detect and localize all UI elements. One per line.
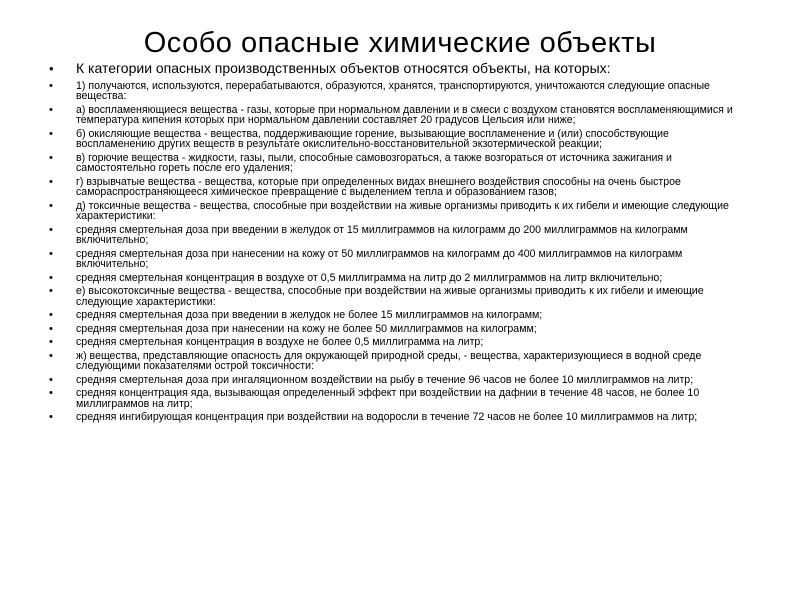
bullet-dot-icon: • (49, 322, 53, 335)
bullet-text: средняя ингибирующая концентрация при воздействии на водоросли в течение 72 часов не более 10 миллиграммов на литр; (76, 411, 698, 423)
bullet-dot-icon: • (49, 223, 53, 236)
bullet-item (48, 225, 748, 246)
bullet-dot-icon: • (49, 271, 53, 284)
bullet-dot-icon: • (49, 387, 53, 399)
bullet-text: средняя смертельная доза при ингаляционном воздействии на рыбу в течение 96 часов не более 10 миллиграммов на литр; (76, 373, 694, 386)
slide-content (48, 62, 748, 426)
bullet-dot-icon: • (49, 309, 53, 321)
bullet-item (48, 153, 748, 174)
bullet-dot-icon: • (49, 175, 53, 188)
bullet-dot-icon: • (49, 336, 53, 348)
bullet-dot-icon: • (49, 151, 53, 164)
bullet-text: средняя смертельная доза при нанесении на кожу не более 50 миллиграммов на килограмм; (76, 322, 537, 335)
bullet-item (48, 310, 748, 321)
bullet-item (48, 81, 748, 102)
bullet-text: средняя концентрация яда, вызывающая определенный эффект при воздействии на дафнии в течение 48 часов, не более 10 миллиграммов на литр; (76, 387, 700, 410)
bullet-item (48, 337, 748, 348)
bullet-text: в) горючие вещества - жидкости, газы, пыли, способные самовозгораться, а также возгораться от источника зажигания и самостоятельно гореть после его удаления; (76, 151, 672, 174)
bullet-text: 1) получаются, используются, перерабатываются, образуются, хранятся, транспортируются, уничтожаются следующие опасные вещества: (76, 79, 710, 102)
bullet-text: д) токсичные вещества - вещества, способные при воздействии на живые организмы приводить к их гибели и имеющие следующие характеристики: (76, 199, 729, 222)
bullet-dot-icon: • (49, 247, 53, 260)
bullet-text: ж) вещества, представляющие опасность для окружающей природной среды, - вещества, характеризующиеся в водной среде следующими показателями острой токсичности: (76, 349, 702, 372)
bullet-text: средняя смертельная доза при введении в желудок не более 15 миллиграммов на килограмм; (76, 309, 543, 321)
bullet-item (48, 324, 748, 335)
bullet-text: К категории опасных производственных объектов относятся объекты, на которых: (76, 60, 611, 76)
bullet-dot-icon: • (49, 103, 53, 116)
bullet-dot-icon: • (49, 199, 53, 212)
bullet-item (48, 201, 748, 222)
bullet-text: е) высокотоксичные вещества - вещества, способные при воздействии на живые организмы приводить к их гибели и имеющие следующие характеристики: (76, 285, 704, 308)
bullet-text: г) взрывчатые вещества - вещества, которые при определенных видах внешнего воздействия способны на очень быстрое самораспространяющееся химическое превращение с выделением тепла и образованием газов; (76, 175, 681, 198)
bullet-dot-icon: • (49, 349, 53, 362)
bullet-item (48, 412, 748, 423)
bullet-item (48, 62, 748, 76)
bullet-list (48, 62, 748, 423)
bullet-item (48, 375, 748, 386)
bullet-item (48, 105, 748, 126)
bullet-text: средняя смертельная концентрация в воздухе не более 0,5 миллиграмма на литр; (76, 336, 484, 348)
bullet-item (48, 286, 748, 307)
bullet-text: средняя смертельная доза при нанесении на кожу от 50 миллиграммов на килограмм до 400 миллиграммов на килограмм включительно; (76, 247, 683, 270)
bullet-item (48, 351, 748, 372)
slide-title: Особо опасные химические объекты (143, 27, 657, 59)
bullet-dot-icon: • (49, 79, 53, 92)
bullet-item (48, 177, 748, 198)
bullet-dot-icon: • (49, 61, 54, 76)
bullet-text: а) воспламеняющиеся вещества - газы, которые при нормальном давлении и в смеси с воздухом становятся воспламеняющимися и температура кипения которых при нормальном давлении составляет 20 градусов Цельсия или ниже; (76, 103, 733, 126)
bullet-item (48, 388, 748, 409)
bullet-text: б) окисляющие вещества - вещества, поддерживающие горение, вызывающие воспламенение и (или) способствующие воспламенению других веществ в результате окислительно-восстановительной экзотермической реакции; (76, 127, 669, 150)
bullet-dot-icon: • (49, 411, 53, 423)
bullet-dot-icon: • (49, 373, 53, 386)
bullet-dot-icon: • (49, 127, 53, 140)
bullet-dot-icon: • (49, 285, 53, 297)
bullet-item (48, 273, 748, 284)
bullet-text: средняя смертельная доза при введении в желудок от 15 миллиграммов на килограмм до 200 миллиграммов на килограмм включительно; (76, 223, 688, 246)
bullet-text: средняя смертельная концентрация в воздухе от 0,5 миллиграмма на литр до 2 миллиграммов на литр включительно; (76, 271, 663, 284)
bullet-item (48, 129, 748, 150)
bullet-item (48, 249, 748, 270)
